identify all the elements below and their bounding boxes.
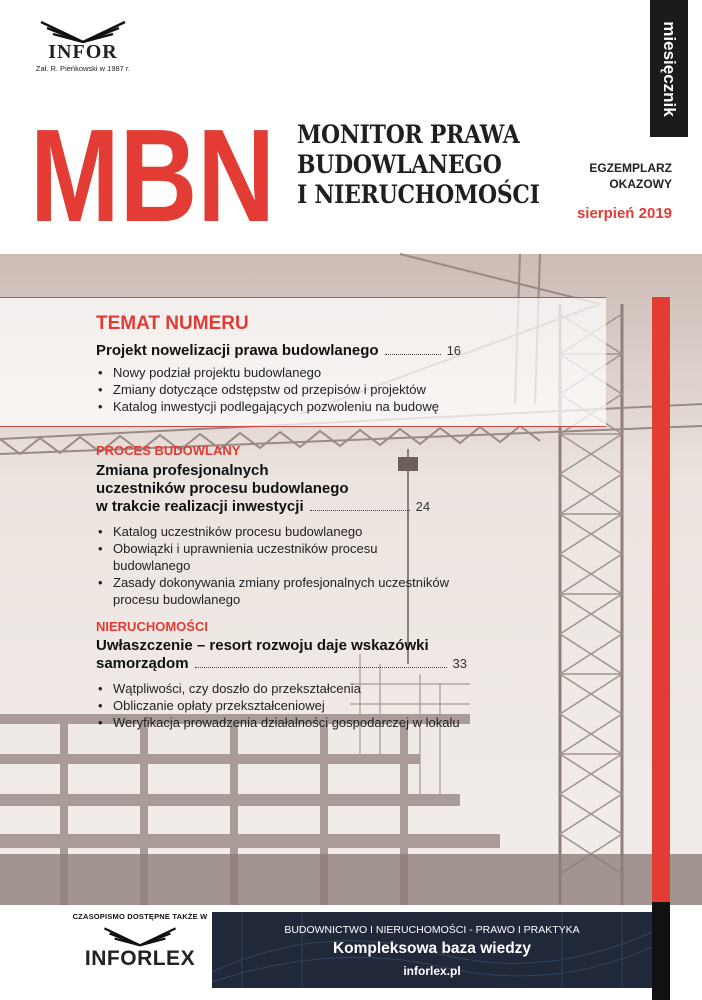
list-item: • Zasady dokonywania zmiany profesjonalnych uczestników procesu budowlanego (96, 574, 466, 608)
list-item: • Wątpliwości, czy doszło do przekształcenia (96, 680, 466, 697)
section-heading-proces: PROCES BUDOWLANY (96, 443, 241, 458)
banner-url-link[interactable]: inforlex.pl (403, 964, 461, 978)
inforlex-brand: INFORLEX (84, 947, 196, 970)
dot-leader (310, 510, 410, 511)
article-nieruchomosci (96, 637, 476, 673)
featured-page-number: 16 (446, 343, 462, 358)
article-title-line: w trakcie realizacji inwestycji (96, 498, 304, 515)
publisher-logo (28, 18, 138, 73)
eagle-wings-icon (95, 925, 185, 947)
list-item: • Katalog inwestycji podlegających pozwoleniu na budowę (96, 398, 496, 415)
title-line-3: I NIERUCHOMOŚCI (297, 180, 540, 210)
featured-article (96, 342, 466, 360)
banner-headline: Kompleksowa baza wiedzy (332, 940, 532, 957)
list-item: • Nowy podział projektu budowlanego (96, 364, 496, 381)
list-item: • Obliczanie opłaty przekształceniowej (96, 697, 466, 714)
list-item: • Katalog uczestników procesu budowlanego (96, 523, 466, 540)
inforlex-banner[interactable] (212, 912, 652, 988)
sample-line-2: OKAZOWY (609, 177, 672, 191)
publisher-name: INFOR (48, 41, 118, 63)
featured-section-heading: TEMAT NUMERU (96, 313, 249, 334)
article-title-line: Zmiana profesjonalnych (96, 462, 269, 479)
available-in-label: CZASOPISMO DOSTĘPNE TAKŻE W (72, 912, 208, 921)
nieruchomosci-bullets (96, 680, 466, 731)
issue-date: sierpień 2019 (576, 205, 672, 222)
article-page-number: 33 (452, 656, 467, 671)
frequency-tab (650, 0, 688, 137)
mbn-logo-text: MBN (30, 102, 275, 249)
list-item: • Zmiany dotyczące odstępstw od przepisów i projektów (96, 381, 496, 398)
article-proces (96, 462, 476, 516)
list-item: • Obowiązki i uprawnienia uczestników procesu budowlanego (96, 540, 403, 574)
frequency-label: miesięcznik (660, 20, 679, 117)
title-line-2: BUDOWLANEGO (297, 150, 502, 180)
featured-bullets (96, 364, 496, 415)
publisher-founded: Zał. R. Pieńkowski w 1987 r. (35, 64, 131, 73)
mbn-logo (30, 102, 275, 249)
dot-leader (385, 354, 441, 355)
dot-leader (195, 667, 447, 668)
title-line-1: MONITOR PRAWA (297, 120, 520, 150)
sample-line-1: EGZEMPLARZ (589, 161, 672, 175)
accent-bar (652, 297, 670, 902)
proces-bullets (96, 523, 466, 608)
list-item: • Weryfikacja prowadzenia działalności gospodarczej w lokalu (96, 714, 466, 731)
banner-category: BUDOWNICTWO I NIERUCHOMOŚCI - PRAWO I PRAKTYKA (284, 924, 580, 936)
article-title-line: samorządom (96, 655, 189, 672)
dark-bar (652, 902, 670, 1000)
mbn-logo-mark (30, 102, 275, 249)
article-title-line: uczestników procesu budowlanego (96, 480, 349, 497)
magazine-title (297, 120, 540, 210)
article-title-line: Uwłaszczenie – resort rozwoju daje wskazówki (96, 637, 429, 654)
inforlex-promo (70, 912, 210, 971)
featured-article-title: Projekt nowelizacji prawa budowlanego (96, 342, 379, 359)
article-page-number: 24 (415, 499, 431, 514)
sample-copy-label (560, 160, 672, 192)
section-heading-nieruchomosci: NIERUCHOMOŚCI (96, 619, 208, 634)
